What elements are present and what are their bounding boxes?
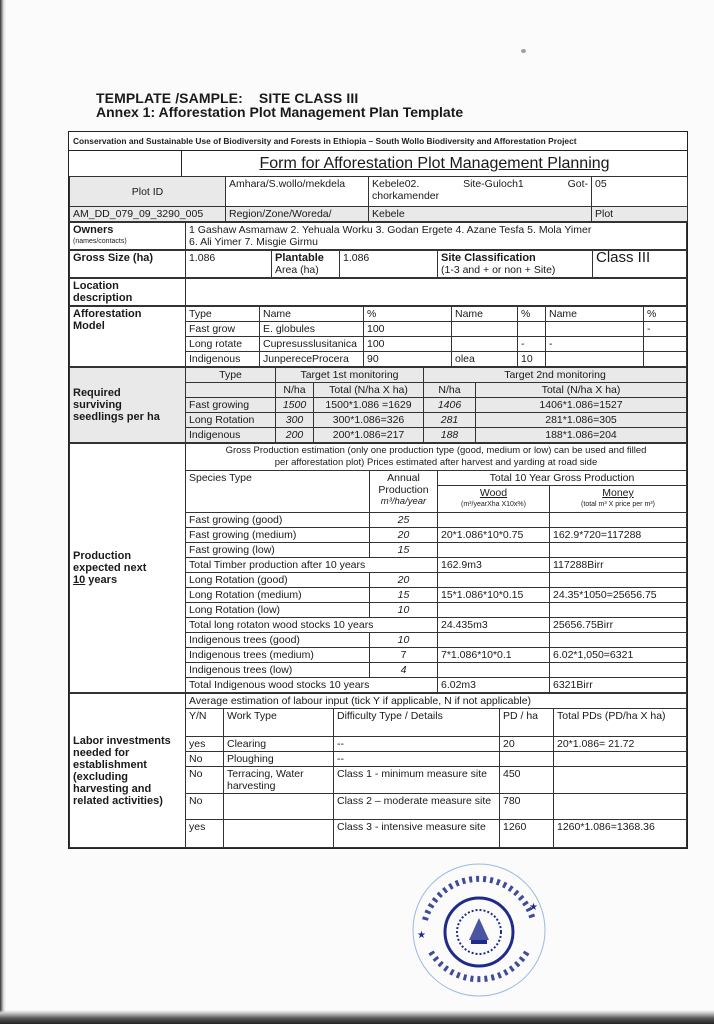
scan-speck — [521, 49, 526, 53]
species-type-header: Species Type — [186, 471, 370, 513]
production-row: Long Rotation (good) 20 — [70, 573, 687, 588]
model-header-name: Name — [260, 307, 364, 322]
plot-id-label: Plot ID — [70, 177, 226, 207]
model-header-name-2: Name — [452, 307, 518, 322]
labor-header-difficulty: Difficulty Type / Details — [334, 709, 500, 737]
scan-edge-bottom — [0, 1010, 714, 1024]
kebele-value: Kebele02. Site-Guloch1 Got- chorkamender — [369, 177, 592, 207]
labor-table — [69, 693, 687, 848]
labor-header-work-type: Work Type — [224, 709, 334, 737]
production-row: Fast growing (medium) 20 20*1.086*10*0.75 162.9*720=117288 — [70, 528, 687, 543]
production-row: Fast growing (good) 25 — [70, 513, 687, 528]
plot-value: 05 — [592, 177, 688, 207]
production-row: Fast growing (low) 15 — [70, 543, 687, 558]
seedlings-row: Indigenous 200 200*1.086=217 188 188*1.086=204 — [70, 428, 687, 443]
target-1-header: Target 1st monitoring — [276, 368, 424, 383]
form-title: Form for Afforestation Plot Management Planning — [181, 151, 687, 176]
labor-row: No Ploughing -- — [70, 752, 687, 767]
labor-header-pd-ha: PD / ha — [500, 709, 554, 737]
seedlings-table — [69, 367, 687, 443]
money-header: Money (total m³ X price per m³) — [550, 486, 687, 513]
production-label: Production expected next 10 years — [70, 444, 186, 693]
target-2-header: Target 2nd monitoring — [424, 368, 687, 383]
production-row: Indigenous trees (good) 10 — [70, 633, 687, 648]
project-bar: Conservation and Sustainable Use of Biodiversity and Forests in Ethiopia – South Wollo Biodiversity and Afforestation Project — [69, 132, 687, 151]
model-row: Fast grow E. globules 100 - — [70, 322, 687, 337]
labor-row: yes Clearing -- 20 20*1.086= 21.72 — [70, 737, 687, 752]
gross-size-table — [69, 250, 687, 278]
production-row: Long Rotation (low) 10 — [70, 603, 687, 618]
nha-header-1: N/ha — [276, 383, 314, 398]
kebele-label: Kebele — [369, 207, 592, 222]
plot-id-value: AM_DD_079_09_3290_005 — [70, 207, 226, 222]
management-form — [68, 131, 688, 849]
template-label: TEMPLATE /SAMPLE: — [96, 90, 243, 106]
labor-row: No Class 2 – moderate measure site 780 — [70, 794, 687, 820]
model-header-pct: % — [364, 307, 452, 322]
plantable-label: Plantable Area (ha) — [272, 251, 340, 278]
region-value: Amhara/S.wollo/mekdela — [226, 177, 369, 207]
official-seal-icon — [405, 860, 553, 1000]
model-header-pct-2: % — [518, 307, 546, 322]
svg-text:★: ★ — [417, 930, 426, 941]
owners-table — [69, 222, 687, 250]
production-intro: Gross Production estimation (only one production type (good, medium or low) can be used and filled per afforestation plot) Prices estimated after harvest and yarding at road side — [186, 444, 687, 471]
labor-header-yn: Y/N — [186, 709, 224, 737]
owners-label: Owners — [73, 224, 114, 236]
gross-size-label: Gross Size (ha) — [70, 251, 186, 278]
labor-header-total-pds: Total PDs (PD/ha X ha) — [554, 709, 687, 737]
production-row: Indigenous trees (low) 4 — [70, 663, 687, 678]
afforestation-model-table — [69, 306, 687, 367]
scan-edge-left — [0, 0, 6, 1024]
annex-title: Annex 1: Afforestation Plot Management Plan Template — [96, 104, 464, 120]
labor-row: No Terracing, Water harvesting Class 1 - minimum measure site 450 — [70, 767, 687, 794]
nha-header-2: N/ha — [424, 383, 476, 398]
svg-text:★: ★ — [529, 902, 538, 913]
site-class-heading: SITE CLASS III — [258, 90, 359, 106]
model-header-pct-3: % — [644, 307, 687, 322]
production-row: Indigenous trees (medium) 7 7*1.086*10*0.1 6.02*1,050=6321 — [70, 648, 687, 663]
model-header-type: Type — [186, 307, 260, 322]
location-value — [186, 279, 687, 306]
location-table — [69, 278, 687, 306]
seedlings-row: Long Rotation 300 300*1.086=326 281 281*1.086=305 — [70, 413, 687, 428]
plantable-value: 1.086 — [340, 251, 438, 278]
production-table — [69, 443, 687, 693]
model-row: Long rotate Cupresusslusitanica 100 - - — [70, 337, 687, 352]
seedlings-label: Required surviving seedlings per ha — [70, 368, 186, 443]
total-header-2: Total (N/ha X ha) — [476, 383, 687, 398]
production-row: Long Rotation (medium) 15 15*1.086*10*0.15 24.35*1050=25656.75 — [70, 588, 687, 603]
total-header-1: Total (N/ha X ha) — [314, 383, 424, 398]
production-total-row: Total long rotaton wood stocks 10 years 24.435m3 25656.75Birr — [70, 618, 687, 633]
site-classification-label: Site Classification (1-3 and + or non + Site) — [438, 251, 593, 278]
model-header-name-3: Name — [546, 307, 644, 322]
wood-header: Wood (m³/yearXha X10x%) — [438, 486, 550, 513]
production-total-row: Total Timber production after 10 years 162.9m3 117288Birr — [70, 558, 687, 573]
region-label: Region/Zone/Woreda/ — [226, 207, 369, 222]
gross-size-value: 1.086 — [186, 251, 272, 278]
owners-value: 1 Gashaw Asmamaw 2. Yehuala Worku 3. Godan Ergete 4. Azane Tesfa 5. Mola Yimer 6. Ali Yimer 7. Misgie Girmu — [186, 223, 687, 250]
seedlings-type-header: Type — [186, 368, 276, 383]
owners-sublabel: (names/contacts) — [73, 238, 127, 245]
labor-intro: Average estimation of labour input (tick Y if applicable, N if not applicable) — [186, 694, 687, 709]
site-classification-value: Class III — [593, 251, 687, 278]
annual-production-header: Annual Production m³/ha/year — [370, 471, 438, 513]
model-row: Indigenous JunpereceProcera 90 olea 10 — [70, 352, 687, 367]
total-production-header: Total 10 Year Gross Production — [438, 471, 687, 486]
owners-label-cell — [70, 223, 186, 250]
afforestation-model-label: Afforestation Model — [70, 307, 186, 367]
plot-label: Plot — [592, 207, 688, 222]
production-total-row: Total Indigenous wood stocks 10 years 6.02m3 6321Birr — [70, 678, 687, 693]
seedlings-row: Fast growing 1500 1500*1.086 =1629 1406 1406*1.086=1527 — [70, 398, 687, 413]
labor-row: yes Class 3 - intensive measure site 1260 1260*1.086=1368.36 — [70, 820, 687, 848]
plot-id-table — [69, 176, 688, 222]
labor-label: Labor investments needed for establishment (excluding harvesting and related activities) — [70, 694, 186, 848]
location-label: Location description — [70, 279, 186, 306]
